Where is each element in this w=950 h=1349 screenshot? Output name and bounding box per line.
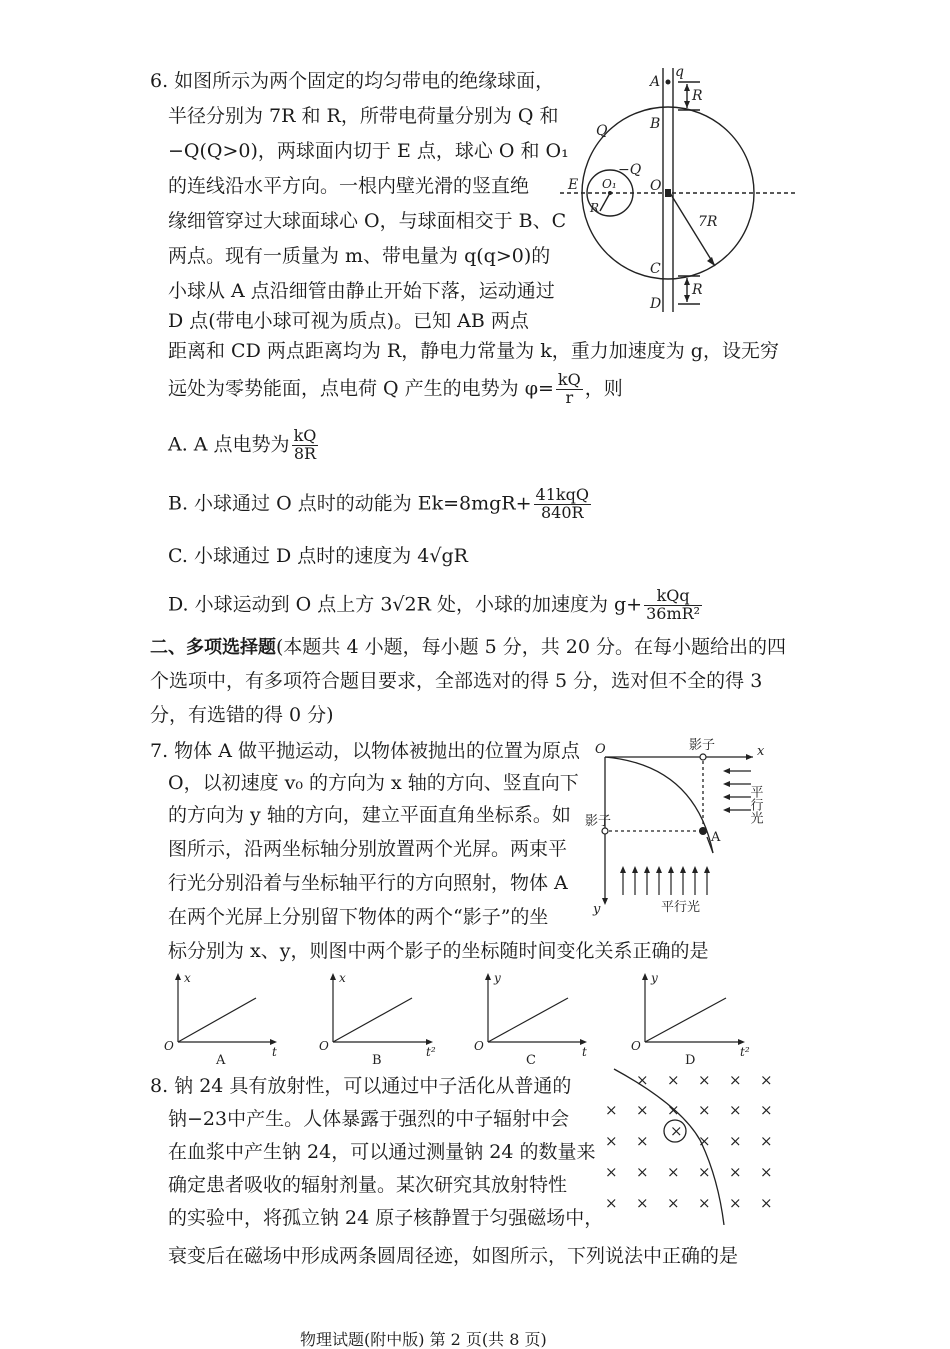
- field-mark: ×: [667, 1163, 680, 1181]
- graph-c-origin: O: [474, 1039, 484, 1053]
- graph-b-letter: B: [372, 1053, 382, 1068]
- label-d: D: [650, 296, 662, 312]
- option-a-text: A. A 点电势为: [168, 433, 290, 456]
- field-mark: ×: [667, 1194, 680, 1212]
- field-mark: ×: [698, 1163, 711, 1181]
- q6-option-d[interactable]: [168, 588, 704, 623]
- graph-d-xlabel: t²: [740, 1045, 750, 1059]
- field-mark: ×: [760, 1163, 773, 1181]
- q6-line-9: 距离和 CD 两点距离均为 R，静电力常量为 k，重力加速度为 g，设无穷: [168, 340, 779, 362]
- graph-a-origin: O: [164, 1039, 174, 1053]
- field-mark: ×: [636, 1101, 649, 1119]
- label-c: C: [650, 261, 661, 277]
- graph-c-ylabel: y: [494, 971, 501, 985]
- graph-c-letter: C: [526, 1053, 536, 1068]
- section-2-line-3: 分，有选错的得 0 分): [150, 704, 334, 726]
- label-b: B: [650, 116, 661, 132]
- field-mark: ×: [636, 1071, 649, 1089]
- radius-arrow: [707, 257, 715, 266]
- graph-c-xlabel: t: [582, 1045, 587, 1059]
- center-o1-dot: [608, 191, 612, 195]
- shadow-x: [700, 754, 706, 760]
- dim-arrow: [684, 295, 690, 302]
- q6-line-6: 两点。现有一质量为 m、带电量为 q(q>0)的: [168, 245, 551, 267]
- field-mark: ×: [667, 1101, 680, 1119]
- q6-option-c[interactable]: C. 小球通过 D 点时的速度为 4√gR: [168, 545, 468, 567]
- field-mark: ×: [698, 1132, 711, 1150]
- frac-num: kQ: [557, 370, 581, 389]
- field-mark: ×: [729, 1132, 742, 1150]
- option-d-text: D. 小球运动到 O 点上方 3√2R 处，小球的加速度为 g+: [168, 593, 643, 616]
- light-arrowheads-bottom: [602, 754, 753, 905]
- graph-b[interactable]: [333, 976, 430, 1042]
- field-mark: ×: [670, 1122, 683, 1140]
- field-mark: ×: [729, 1071, 742, 1089]
- label-object-a: A: [711, 830, 721, 845]
- q7-line-1: 7. 物体 A 做平抛运动，以物体被抛出的位置为原点: [150, 740, 580, 762]
- frac-num: kQq: [644, 588, 702, 606]
- label-light-right: 平行光: [747, 785, 763, 824]
- option-d-frac: [644, 588, 702, 623]
- field-mark: ×: [605, 1163, 618, 1181]
- graph-d-letter: D: [685, 1053, 696, 1068]
- q7-answer-graphs[interactable]: [150, 968, 770, 1068]
- object-a: [699, 827, 707, 835]
- field-mark: ×: [729, 1194, 742, 1212]
- section-2-desc-1: (本题共 4 小题，每小题 5 分，共 20 分。在每小题给出的四: [276, 636, 787, 658]
- field-mark: ×: [760, 1071, 773, 1089]
- trajectory: [605, 757, 713, 853]
- dim-arrow: [684, 84, 690, 91]
- label-7r: 7R: [698, 214, 718, 230]
- label-q: q: [675, 64, 684, 80]
- label-y: y: [593, 902, 601, 917]
- q6-line-3: −Q(Q>0)，两球面内切于 E 点，球心 O 和 O₁: [168, 140, 569, 162]
- page-footer: 物理试题(附中版) 第 2 页(共 8 页): [300, 1330, 547, 1349]
- frac-den: 36mR²: [646, 603, 701, 623]
- q7-line-3: 的方向为 y 轴的方向，建立平面直角坐标系。如: [168, 804, 571, 826]
- q7-line-7: 标分别为 x、y，则图中两个影子的坐标随时间变化关系正确的是: [168, 940, 709, 962]
- q6-line-2: 半径分别为 7R 和 R，所带电荷量分别为 Q 和: [168, 105, 559, 127]
- label-e: E: [568, 177, 579, 193]
- q8-line-4: 确定患者吸收的辐射剂量。某次研究其放射特性: [168, 1174, 568, 1196]
- label-x: x: [757, 744, 765, 759]
- q8-line-2: 钠−23中产生。人体暴露于强烈的中子辐射中会: [168, 1108, 570, 1130]
- graph-c[interactable]: [488, 976, 584, 1042]
- field-mark: ×: [760, 1194, 773, 1212]
- frac-num: kQ: [293, 426, 317, 445]
- q6-line-10-tail: ，则: [584, 377, 623, 400]
- q8-line-6: 衰变后在磁场中形成两条圆周径迹，如图所示，下列说法中正确的是: [168, 1245, 739, 1267]
- graph-a[interactable]: [178, 976, 274, 1042]
- field-mark: ×: [667, 1071, 680, 1089]
- field-mark: ×: [698, 1071, 711, 1089]
- q7-projectile-figure: [585, 735, 775, 920]
- graph-b-origin: O: [319, 1039, 329, 1053]
- dim-arrow: [684, 278, 690, 285]
- q6-line-4: 的连线沿水平方向。一根内壁光滑的竖直绝: [168, 175, 530, 197]
- graph-b-xlabel: t²: [426, 1045, 436, 1059]
- label-shadow-top: 影子: [689, 738, 716, 753]
- field-mark: ×: [605, 1132, 618, 1150]
- q8-line-3: 在血浆中产生钠 24，可以通过测量钠 24 的数量来: [168, 1141, 596, 1163]
- label-light-bottom: 平行光: [661, 900, 701, 915]
- ball-at-o: [665, 189, 671, 197]
- q6-line-8: D 点(带电小球可视为质点)。已知 AB 两点: [168, 310, 529, 332]
- field-mark: ×: [605, 1101, 618, 1119]
- field-mark: ×: [636, 1194, 649, 1212]
- label-a: A: [650, 74, 661, 90]
- label-r-bottom: R: [692, 282, 703, 298]
- label-r-small: R: [590, 201, 600, 215]
- field-mark: ×: [636, 1132, 649, 1150]
- q8-line-5: 的实验中，将孤立钠 24 原子核静置于匀强磁场中，: [168, 1207, 604, 1229]
- label-big-q: Q: [596, 123, 608, 139]
- field-mark: ×: [698, 1101, 711, 1119]
- frac-den: 8R: [293, 443, 317, 463]
- label-shadow-left: 影子: [585, 814, 612, 829]
- section-2-title: 二、多项选择题: [150, 637, 276, 658]
- graph-d-ylabel: y: [651, 971, 658, 985]
- radius-r: [600, 193, 610, 211]
- q7-line-2: O，以初速度 v₀ 的方向为 x 轴的方向、竖直向下: [168, 772, 579, 794]
- q6-line-10-text: 远处为零势能面，点电荷 Q 产生的电势为 φ=: [168, 377, 554, 400]
- q6-line-10: [168, 372, 623, 407]
- q6-option-a[interactable]: [168, 428, 320, 463]
- potential-formula: [556, 372, 583, 407]
- q7-line-5: 行光分别沿着与坐标轴平行的方向照射，物体 A: [168, 872, 568, 894]
- label-neg-q: −Q: [618, 162, 642, 178]
- field-mark: ×: [729, 1163, 742, 1181]
- label-origin: O: [595, 742, 606, 757]
- dim-arrow: [684, 101, 690, 108]
- q6-option-b[interactable]: [168, 487, 593, 522]
- graph-b-ylabel: x: [339, 971, 346, 985]
- graph-d-origin: O: [631, 1039, 641, 1053]
- label-o1: O₁: [602, 177, 617, 191]
- graph-a-letter: A: [216, 1053, 226, 1068]
- light-arrowheads-right: [723, 768, 730, 813]
- field-mark: ×: [760, 1101, 773, 1119]
- option-a-frac: [292, 428, 319, 463]
- q8-line-1: 8. 钠 24 具有放射性，可以通过中子活化从普通的: [150, 1075, 572, 1097]
- q7-line-4: 图所示，沿两坐标轴分别放置两个光屏。两束平: [168, 838, 568, 860]
- q6-sphere-figure: [560, 60, 840, 320]
- field-mark: ×: [698, 1194, 711, 1212]
- field-mark: ×: [729, 1101, 742, 1119]
- field-mark: ×: [636, 1163, 649, 1181]
- graph-a-xlabel: t: [272, 1045, 277, 1059]
- ball-q: [666, 80, 671, 85]
- field-marks: [605, 1071, 773, 1212]
- graph-d[interactable]: [645, 976, 742, 1042]
- frac-den: 840R: [540, 502, 584, 522]
- q6-line-7: 小球从 A 点沿细管由静止开始下落，运动通过: [168, 280, 555, 302]
- field-mark: ×: [605, 1194, 618, 1212]
- q8-magnetic-field-figure: [600, 1065, 785, 1225]
- label-r-top: R: [692, 88, 703, 104]
- frac-den: r: [565, 387, 574, 407]
- option-b-text: B. 小球通过 O 点时的动能为 Ek=8mgR+: [168, 492, 532, 515]
- option-b-frac: [534, 487, 591, 522]
- field-mark: ×: [760, 1132, 773, 1150]
- label-o: O: [650, 178, 662, 194]
- section-2-line-1: [150, 636, 786, 659]
- q6-line-5: 缘细管穿过大球面球心 O，与球面相交于 B、C: [168, 210, 567, 232]
- q6-line-1: 6. 如图所示为两个固定的均匀带电的绝缘球面，: [150, 70, 555, 92]
- frac-num: 41kqQ: [535, 485, 589, 504]
- q7-line-6: 在两个光屏上分别留下物体的两个“影子”的坐: [168, 906, 549, 928]
- section-2-line-2: 个选项中，有多项符合题目要求，全部选对的得 5 分，选对但不全的得 3: [150, 670, 763, 692]
- graph-a-ylabel: x: [184, 971, 191, 985]
